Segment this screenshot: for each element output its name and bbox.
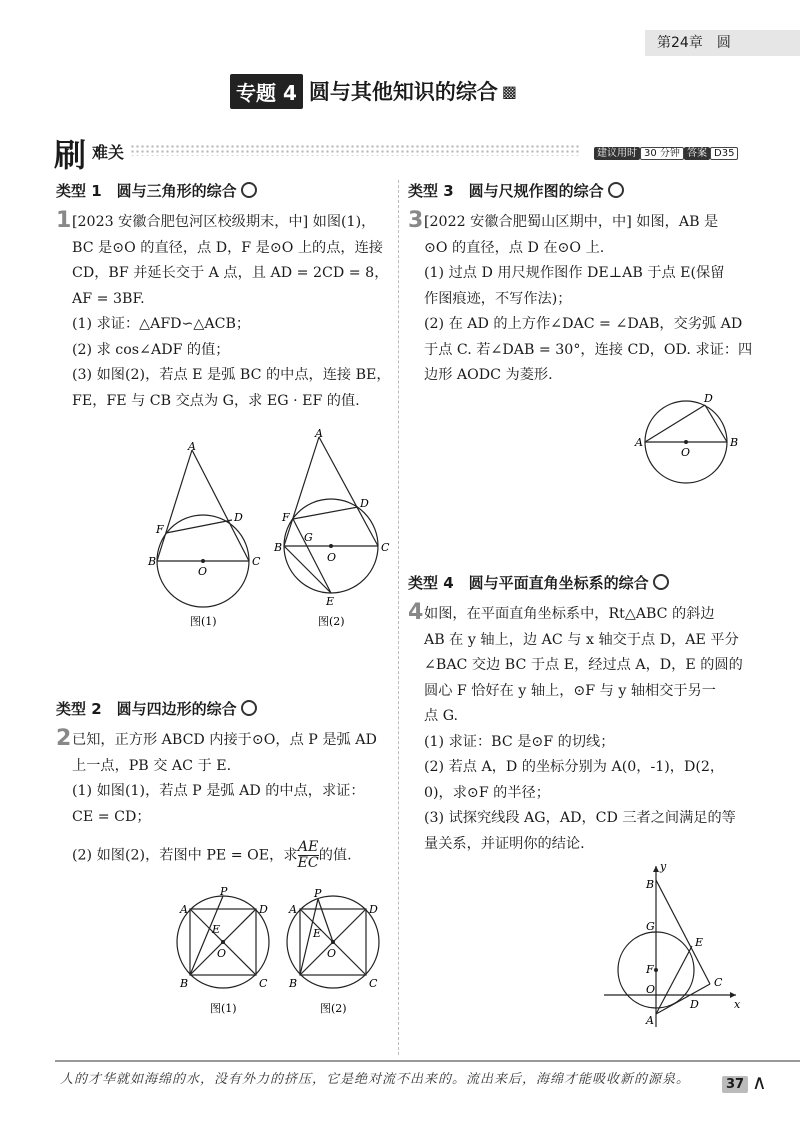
hard-brush-glyph: 刷 <box>54 136 87 174</box>
svg-text:E: E <box>212 923 221 936</box>
footer-rule <box>55 1060 800 1062</box>
svg-text:O: O <box>327 947 337 960</box>
pencil-icon <box>241 182 257 198</box>
svg-text:A: A <box>646 1014 654 1027</box>
svg-text:O: O <box>681 446 691 459</box>
svg-text:D: D <box>690 998 699 1011</box>
svg-text:图(1): 图(1) <box>210 1002 237 1015</box>
svg-text:F: F <box>646 963 654 976</box>
svg-text:P: P <box>220 885 228 898</box>
svg-text:D: D <box>704 392 713 405</box>
svg-text:B: B <box>730 436 739 449</box>
chapter-tab: 第24章 圆 <box>645 30 800 56</box>
topic-title-text: 圆与其他知识的综合 <box>308 80 498 104</box>
problem-4-text: 如图，在平面直角坐标系中，Rt△ABC 的斜边 AB 在 y 轴上，边 AC 与 x 轴交于点 D，AE 平分 ∠BAC 交边 BC 于点 E，经过点 A，D，E 的圆的 圆心 F 恰好在 y 轴上，⊙F 与 y 轴相交于另一 点 G. (1) 求证：BC 是⊙F 的切线； (2) 若点 A，D 的坐标分别为 A(0，-1)，D(2， 0)，求⊙F 的半径； (3) 试探究线段 AG，AD，CD 三者之间满足的等 量关系，并证明你的结论. <box>424 606 743 852</box>
svg-text:B: B <box>148 555 157 568</box>
compass-icon: ∧ <box>752 1070 767 1094</box>
svg-text:C: C <box>259 977 268 990</box>
svg-text:C: C <box>369 977 378 990</box>
svg-text:E: E <box>313 927 322 940</box>
problem-2-text: 已知，正方形 ABCD 内接于⊙O，点 P 是弧 AD 上一点，PB 交 AC 于 E. (1) 如图(1)，若点 P 是弧 AD 的中点，求证： CE = CD； (2) 如图(2)，若图中 PE = OE，求 $\frac{AE}{EC}$ 的值. <box>72 732 377 871</box>
hard-label: 难关 <box>92 143 125 162</box>
problem-1-number: 1 <box>56 208 72 233</box>
svg-text:O: O <box>198 565 208 578</box>
svg-text:F: F <box>156 523 164 536</box>
svg-text:A: A <box>315 427 323 440</box>
figure-2-2 <box>287 887 379 1015</box>
figure-1-2 <box>273 427 390 628</box>
svg-text:A: A <box>289 903 297 916</box>
svg-text:B: B <box>646 878 655 891</box>
problem-3-text: [2022 安徽合肥蜀山区期中，中] 如图，AB 是 ⊙O 的直径，点 D 在⊙O 上. (1) 过点 D 用尺规作图作 DE⊥AB 于点 E(保留 作图痕迹，不写作法)； (2) 在 AD 的上方作∠DAC = ∠DAB，交劣弧 AD 于点 C. 若∠DAB = 30°，连接 CD，OD. 求证：四 边形 AODC 为菱形. <box>424 214 753 383</box>
problem-2-figures <box>168 885 393 1025</box>
svg-text:D: D <box>360 497 369 510</box>
svg-text:B: B <box>289 977 298 990</box>
svg-text:E: E <box>326 595 335 608</box>
section-2-heading: 类型 2 圆与四边形的综合 <box>56 698 257 719</box>
svg-text:D: D <box>259 903 268 916</box>
svg-text:O: O <box>646 983 656 996</box>
svg-text:O: O <box>217 947 227 960</box>
svg-text:x: x <box>734 998 741 1011</box>
problem-4-number: 4 <box>408 600 424 625</box>
svg-text:图(2): 图(2) <box>318 615 345 628</box>
suggested-time: 建议用时 30 分钟 <box>594 144 684 159</box>
topic-number: 专题 4 <box>230 74 303 109</box>
pencil-icon <box>608 182 624 198</box>
svg-text:G: G <box>646 920 655 933</box>
topic-title <box>230 74 517 108</box>
problem-1-figures <box>130 425 400 640</box>
problem-3-figure <box>632 390 747 485</box>
svg-text:P: P <box>314 887 322 900</box>
page-number: 37 <box>722 1076 748 1093</box>
svg-text:图(1): 图(1) <box>190 615 217 628</box>
dotted-bar <box>130 144 580 156</box>
problem-4-figure <box>600 862 745 1032</box>
section-4-heading: 类型 4 圆与平面直角坐标系的综合 <box>408 572 669 593</box>
footer-quote: 人的才华就如海绵的水，没有外力的挤压，它是绝对流不出来的。流出来后，海绵才能吸收新的源泉。 <box>60 1072 691 1087</box>
problem-3-number: 3 <box>408 208 424 233</box>
svg-text:G: G <box>304 531 313 544</box>
pencil-icon <box>653 574 669 590</box>
svg-text:F: F <box>282 511 290 524</box>
svg-text:C: C <box>252 555 261 568</box>
svg-text:D: D <box>369 903 378 916</box>
svg-text:C: C <box>714 976 723 989</box>
svg-text:B: B <box>180 977 189 990</box>
svg-text:A: A <box>188 440 196 453</box>
problem-2-number: 2 <box>56 726 72 751</box>
svg-text:E: E <box>695 936 704 949</box>
svg-text:y: y <box>660 862 667 873</box>
answer-ref: 答案 D35 <box>684 144 738 159</box>
puzzle-icon: ▩ <box>501 81 518 101</box>
svg-text:图(2): 图(2) <box>320 1002 347 1015</box>
problem-1-text: [2023 安徽合肥包河区校级期末，中] 如图(1)， BC 是⊙O 的直径，点 D，F 是⊙O 上的点，连接 CD，BF 并延长交于 A 点，且 AD = 2CD = 8， AF = 3BF. (1) 求证：△AFD∽△ACB； (2) 求 cos∠ADF 的值； (3) 如图(2)，若点 E 是弧 BC 的中点，连接 BE， FE，FE 与 CB 交点为 G，求 EG · EF 的值. <box>72 214 391 409</box>
svg-text:C: C <box>381 541 390 554</box>
figure-1-1 <box>147 440 261 628</box>
svg-text:A: A <box>635 436 643 449</box>
figure-2-1 <box>177 885 269 1015</box>
section-1-heading: 类型 1 圆与三角形的综合 <box>56 180 257 201</box>
svg-text:B: B <box>274 541 283 554</box>
svg-text:A: A <box>180 903 188 916</box>
section-3-heading: 类型 3 圆与尺规作图的综合 <box>408 180 624 201</box>
svg-text:O: O <box>327 551 337 564</box>
pencil-icon <box>241 700 257 716</box>
svg-text:D: D <box>234 511 243 524</box>
